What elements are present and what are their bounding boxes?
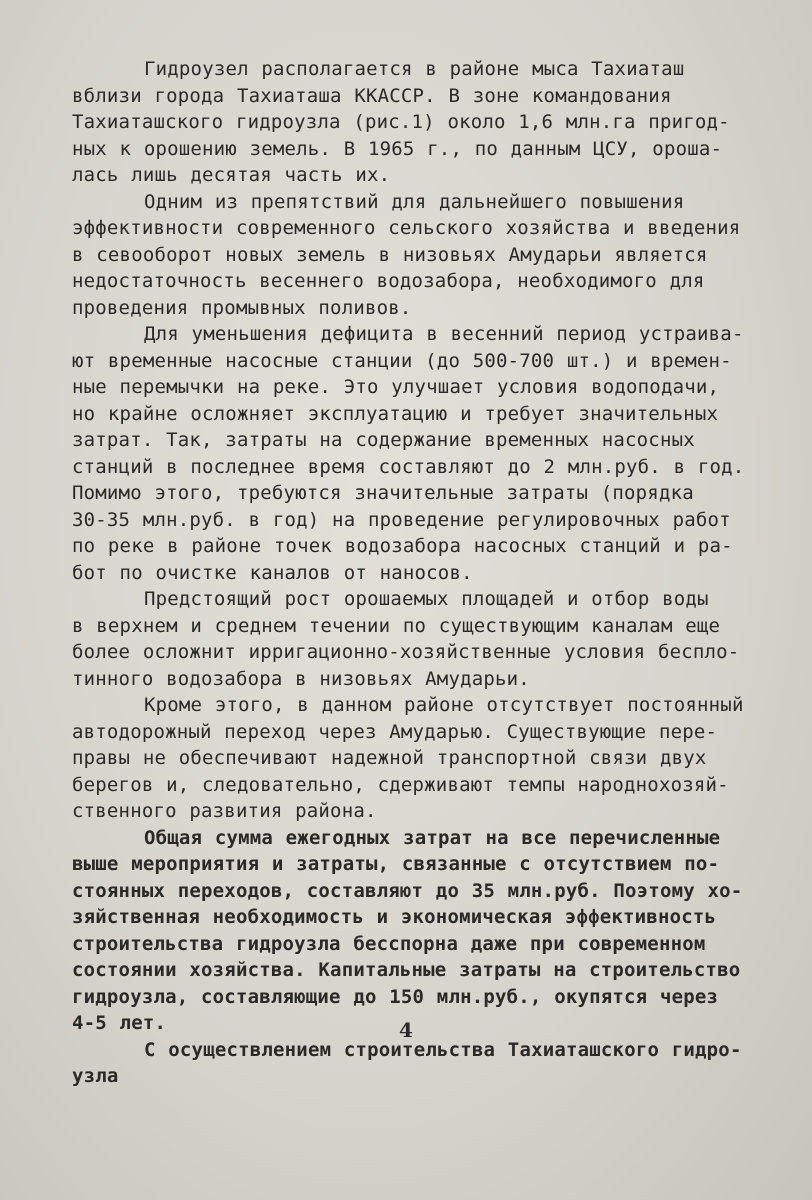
text-line: стоянных переходов, составляют до 35 млн.руб. Поэтому хо- bbox=[72, 879, 743, 902]
paragraph bbox=[72, 189, 784, 322]
text-line: но крайне осложняет эксплуатацию и требует значительных bbox=[72, 402, 719, 425]
text-line: более осложнит ирригационно-хозяйственные условия беспло- bbox=[72, 641, 740, 663]
text-line: Одним из препятствий для дальнейшего повышения bbox=[144, 190, 685, 213]
text-line: выше мероприятия и затраты, связанные с отсутствием по- bbox=[72, 853, 720, 875]
text-line: Кроме этого, в данном районе отсутствует постоянный bbox=[144, 694, 744, 716]
text-line: эффективности современного сельского хозяйства и введения bbox=[72, 217, 741, 239]
text-line: ют временные насосные станции (до 500-700 шт.) и времен- bbox=[72, 349, 732, 372]
text-line: правы не обеспечивают надежной транспортной связи двух bbox=[72, 747, 707, 769]
text-line: автодорожный переход через Амударью. Существующие пере- bbox=[72, 720, 718, 743]
page-number: 4 bbox=[399, 1018, 413, 1042]
text-line: зяйственная необходимость и экономическая эффективность bbox=[72, 906, 717, 928]
text-line: 4-5 лет. bbox=[72, 1012, 167, 1034]
paragraph bbox=[72, 56, 784, 189]
text-line: ных к орошению земель. В 1965 г., по данным ЦСУ, ороша- bbox=[72, 137, 723, 160]
text-line: Для уменьшения дефицита в весенний период устраива- bbox=[144, 323, 744, 345]
text-line: проведения промывных поливов. bbox=[72, 296, 412, 319]
paragraph bbox=[72, 321, 784, 586]
text-line: гидроузла, составляющие до 150 млн.руб., окупятся через bbox=[72, 985, 719, 1008]
text-line: по реке в районе точек водозабора насосных станций и ра- bbox=[72, 535, 733, 557]
text-line: лась лишь десятая часть их. bbox=[72, 164, 391, 186]
text-line: узла bbox=[72, 1065, 119, 1087]
text-line: Предстоящий рост орошаемых площадей и отбор воды bbox=[144, 588, 709, 610]
text-line: С осуществлением строительства Тахиаташского гидро- bbox=[144, 1038, 742, 1061]
text-line: затрат. Так, затраты на содержание временных насосных bbox=[72, 429, 695, 451]
text-line: в верхнем и среднем течении по существующим каналам еще bbox=[72, 614, 721, 637]
body-text bbox=[72, 56, 784, 1090]
text-line: ственного развития района. bbox=[72, 800, 377, 822]
text-line: бот по очистке каналов от наносов. bbox=[72, 561, 473, 584]
text-line: состоянии хозяйства. Капитальные затраты на строительство bbox=[72, 959, 741, 981]
text-line: Гидроузел располагается в районе мыса Тахиаташ bbox=[144, 58, 685, 80]
paragraph bbox=[72, 1037, 784, 1090]
text-line: в севооборот новых земель в низовьях Амударьи является bbox=[72, 243, 708, 266]
text-line: ные перемычки на реке. Это улучшает условия водоподачи, bbox=[72, 376, 720, 398]
text-line: Общая сумма ежегодных затрат на все перечисленные bbox=[144, 826, 721, 849]
text-line: Тахиаташского гидроузла (рис.1) около 1,6 млн.га пригод- bbox=[72, 111, 730, 133]
paragraph bbox=[72, 825, 784, 1037]
text-line: недостаточность весеннего водозабора, необходимого для bbox=[72, 270, 705, 292]
text-line: строительства гидроузла бесспорна даже при современном bbox=[72, 932, 706, 955]
text-line: станций в последнее время составляют до 2 млн.руб. в год. bbox=[72, 455, 745, 478]
text-line: вблизи города Тахиаташа ККАССР. В зоне командования bbox=[72, 84, 672, 107]
paragraph bbox=[72, 692, 784, 825]
text-line: тинного водозабора в низовьях Амударьи. bbox=[72, 667, 530, 690]
text-line: 30-35 млн.руб. в год) на проведение регулировочных работ bbox=[72, 508, 731, 531]
paragraph bbox=[72, 586, 784, 692]
text-line: Помимо этого, требуются значительные затраты (порядка bbox=[72, 482, 694, 504]
text-line: берегов и, следовательно, сдерживают темпы народнохозяй- bbox=[72, 773, 729, 796]
